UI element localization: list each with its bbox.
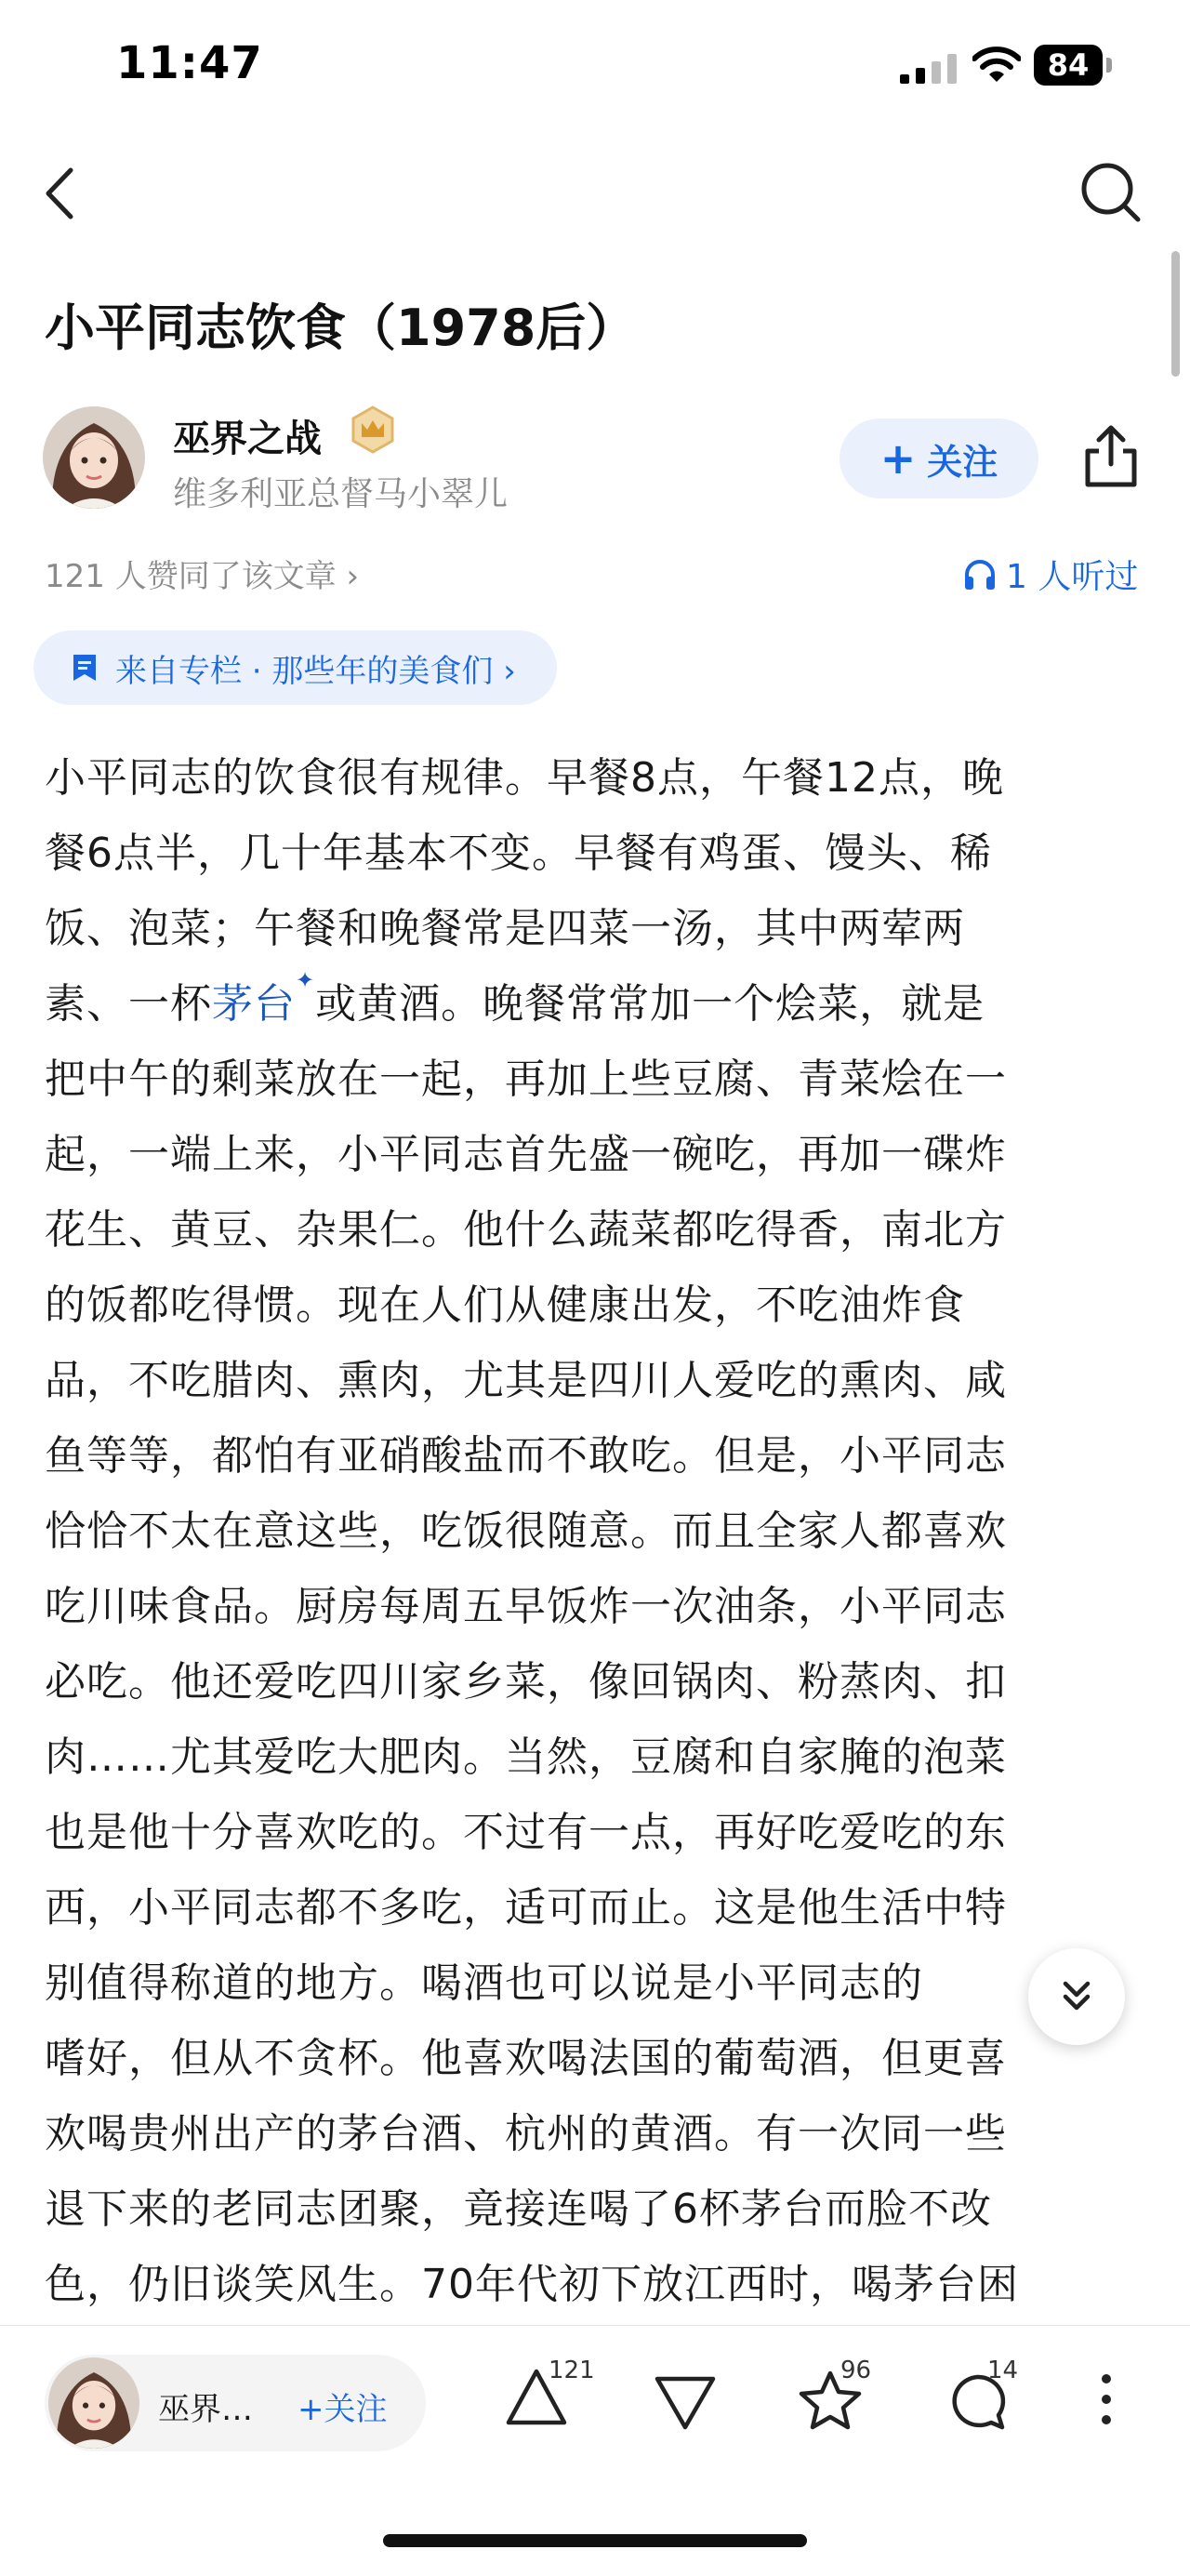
column-chip-label: 来自专栏 · 那些年的美食们 › (115, 652, 516, 690)
follow-label: 关注 (927, 441, 998, 483)
article-body (45, 740, 1155, 2321)
favorite-count: 96 (840, 2357, 872, 2384)
text-before-link: 素、一杯 (45, 980, 212, 1028)
double-chevron-down-icon (1056, 1976, 1097, 2017)
author-subtitle: 维多利亚总督马小翠儿 (173, 475, 509, 513)
bottom-author-avatar[interactable] (48, 2357, 139, 2449)
column-chip[interactable] (33, 631, 557, 705)
article-line: 色，仍旧谈笑风生。70年代初下放江西时，喝茅台困 (45, 2261, 1019, 2308)
article-line: 鱼等等，都怕有亚硝酸盐而不敢吃。但是，小平同志 (45, 1432, 1007, 1480)
status-time: 11:47 (116, 37, 263, 89)
article-line: 起，一端上来，小平同志首先盛一碗吃，再加一碟炸 (45, 1131, 1007, 1178)
crown-badge-icon (349, 405, 397, 454)
plus-icon: + (879, 433, 917, 484)
article-line: 西，小平同志都不多吃，适可而止。这是他生活中特 (45, 1884, 1007, 1932)
article-line: 也是他十分喜欢吃的。不过有一点，再好吃爱吃的东 (45, 1809, 1007, 1856)
article-line: 餐6点半，几十年基本不变。早餐有鸡蛋、馒头、稀 (45, 830, 992, 877)
bottom-author-name[interactable]: 巫界… (158, 2391, 253, 2428)
more-icon[interactable] (1097, 2371, 1116, 2427)
wifi-icon (972, 46, 1021, 84)
share-icon[interactable] (1080, 423, 1142, 490)
article-line: 欢喝贵州出产的茅台酒、杭州的黄酒。有一次同一些 (45, 2110, 1007, 2158)
listen-count[interactable] (963, 551, 1138, 598)
article-title: 小平同志饮食（1978后） (45, 299, 637, 357)
article-line: 吃川味食品。厨房每周五早饭炸一次油条，小平同志 (45, 1583, 1007, 1630)
back-icon[interactable] (37, 163, 84, 224)
author-avatar[interactable] (43, 406, 145, 509)
article-line: 别值得称道的地方。喝酒也可以说是小平同志的 (45, 1959, 923, 2007)
bookmark-column-icon (71, 652, 99, 684)
follow-button[interactable] (840, 418, 1038, 498)
maotai-link-text: 茅台 (212, 980, 296, 1028)
article-line: 品，不吃腊肉、熏肉，尤其是四川人爱吃的熏肉、咸 (45, 1357, 1007, 1404)
sparkle-icon: ✦ (296, 967, 316, 993)
article-line: 花生、黄豆、杂果仁。他什么蔬菜都吃得香，南北方 (45, 1206, 1007, 1254)
headphones-icon (963, 558, 997, 591)
upvote-count: 121 (549, 2357, 595, 2384)
article-line: 把中午的剩菜放在一起，再加上些豆腐、青菜烩在一 (45, 1056, 1007, 1103)
article-line-with-link (45, 966, 1155, 1042)
signal-icon (900, 54, 958, 84)
likes-count[interactable]: 121 人赞同了该文章 › (45, 558, 360, 595)
scroll-down-button[interactable] (1028, 1948, 1125, 2045)
article-line: 必吃。他还爱吃四川家乡菜，像回锅肉、粉蒸肉、扣 (45, 1658, 1007, 1706)
text-after-link: 或黄酒。晚餐常常加一个烩菜，就是 (315, 980, 985, 1028)
article-line: 饭、泡菜；午餐和晚餐常是四菜一汤，其中两荤两 (45, 905, 965, 952)
author-name[interactable]: 巫界之战 (173, 418, 322, 460)
bottom-follow-button[interactable]: +关注 (298, 2391, 388, 2428)
listen-text: 1 人听过 (1006, 558, 1139, 596)
article-line: 嗜好，但从不贪杯。他喜欢喝法国的葡萄酒，但更喜 (45, 2035, 1007, 2082)
maotai-link[interactable] (212, 967, 316, 1028)
article-line: 恰恰不太在意这些，吃饭很随意。而且全家人都喜欢 (45, 1507, 1007, 1555)
home-indicator[interactable] (383, 2534, 807, 2547)
downvote-icon[interactable] (653, 2374, 718, 2432)
article-line: 的饭都吃得惯。现在人们从健康出发，不吃油炸食 (45, 1281, 965, 1329)
article-line: 退下来的老同志团聚，竟接连喝了6杯茅台而脸不改 (45, 2185, 992, 2233)
scrollbar[interactable] (1171, 251, 1180, 377)
battery-level: 84 (1034, 45, 1103, 86)
article-line: 小平同志的饮食很有规律。早餐8点，午餐12点，晚 (45, 754, 1004, 802)
battery-icon (1034, 45, 1112, 86)
search-icon[interactable] (1078, 160, 1144, 225)
comment-count: 14 (987, 2357, 1019, 2384)
article-line: 肉……尤其爱吃大肥肉。当然，豆腐和自家腌的泡菜 (45, 1733, 1007, 1781)
